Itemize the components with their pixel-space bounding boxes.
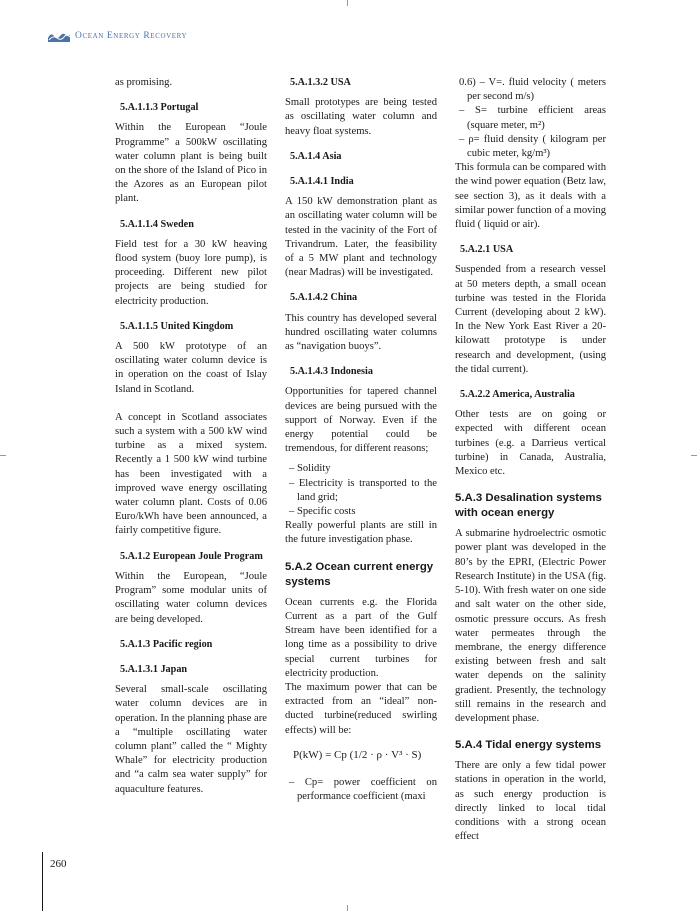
section-heading-uk: 5.A.1.1.5 United Kingdom	[120, 320, 234, 332]
section-heading-ocean-current: 5.A.2 Ocean current energy systems	[285, 560, 434, 588]
crop-mark	[347, 0, 348, 6]
section-heading-usa-current: 5.A.2.1 USA	[460, 244, 514, 256]
list-item: – S= turbine efficient areas (square meter, m²)	[459, 105, 606, 131]
paragraph-japan: Several small-scale oscillating water column devices are in operation. In the planning phase are a “multiple oscillating water column plant” called the “ Mighty Whale” for electricity production and “a calm sea water supply” for aquaculture features.	[115, 684, 267, 795]
section-heading-portugal: 5.A.1.1.3 Portugal	[120, 102, 199, 114]
list-item: – Electricity is transported to the land grid;	[289, 477, 437, 503]
wave-logo-icon	[48, 30, 70, 42]
page-number: 260	[50, 858, 67, 870]
paragraph-portugal: Within the European “Joule Programme” a 500kW oscillating water column plant is being built on the shore of the Island of Pico in the Azores as an European pilot plant.	[115, 122, 267, 205]
paragraph-usa-current: Suspended from a research vessel at 50 meters depth, a small ocean turbine was tested in the Florida Current (developing about 2 kW). In the New York East River a 20-kilowatt prototype is under research and development, (using the tidal current).	[455, 264, 606, 375]
section-heading-asia: 5.A.1.4 Asia	[290, 150, 342, 162]
section-heading-pacific: 5.A.1.3 Pacific region	[120, 638, 213, 650]
section-heading-india: 5.A.1.4.1 India	[290, 176, 354, 188]
paragraph-america: Other tests are on going or expected with different ocean turbines (e.g. a Darrieus vertical turbine) in Canada, Australia, Mexico etc.	[455, 409, 606, 478]
section-heading-usa: 5.A.1.3.2 USA	[290, 77, 351, 88]
paragraph-india: A 150 kW demonstration plant as an oscillating water column will be tested in the vacinity of the Fort of Trivandrum. Later, the feasibility of a 5 MW plant and technology (near Madras) will be investigated.	[285, 196, 437, 279]
list-item: – ρ= fluid density ( kilogram per cubic meter, kg/m³)	[459, 133, 606, 160]
column-3	[455, 76, 606, 844]
list-item: 0.6) – V=. fluid velocity ( meters per second m/s)	[459, 77, 606, 103]
paragraph-sweden: Field test for a 30 kW heaving flood system (buoy lore pump), is proceeding. Different new pilot projects are being studied for electricity production.	[115, 238, 267, 307]
paragraph-maximum-power: The maximum power that can be extracted from an “ideal” non-ducted turbine(reduced swirling effects) will be:	[285, 681, 437, 736]
section-heading-china: 5.A.1.4.2 China	[290, 292, 358, 304]
column-1	[115, 76, 267, 797]
section-heading-joule: 5.A.1.2 European Joule Program	[120, 550, 263, 562]
crop-mark	[0, 455, 6, 456]
paragraph-desalination: A submarine hydroelectric osmotic power plant was developed in the 80’s by the EPRI, (Electric Power Research Institute) in the USA (fig. 5-10). With fresh water on one side and salt water on the other side, osmotic pressure occurs. As fresh water permeates through the membrane, the energy difference existing between fresh and salt water depends on the salinity gradient. Presently, the technology still remains in the research and development phase.	[455, 528, 606, 724]
paragraph-joule: Within the European, “Joule Program” some modular units of oscillating water column devices are being developed.	[115, 570, 267, 625]
paragraph-ocean-current: Ocean currents e.g. the Florida Current as a part of the Gulf Stream have been identified for a long time as a possibility to drive special current turbines for electricity production.	[285, 596, 437, 679]
section-heading-america: 5.A.2.2 America, Australia	[460, 389, 575, 401]
section-heading-desalination: 5.A.3 Desalination systems with ocean energy	[455, 492, 602, 520]
paragraph-uk: A 500 kW prototype of an oscillating water column device is in operation on the coast of Islay Island in Scotland.	[115, 341, 267, 395]
running-header	[48, 28, 187, 44]
paragraph: as promising.	[115, 77, 173, 88]
paragraph-usa: Small prototypes are being tested as oscillating water column and heavy float systems.	[285, 97, 437, 137]
paragraph-tidal: There are only a few tidal power stations in operation in the world, as such energy production is directly linked to local tidal conditions with a strong ocean effect	[455, 760, 606, 843]
section-heading-indonesia: 5.A.1.4.3 Indonesia	[290, 366, 373, 378]
list-item: – Specific costs	[289, 506, 356, 518]
column-2	[285, 76, 437, 804]
crop-mark	[347, 905, 348, 911]
paragraph-powerful: Really powerful plants are still in the future investigation phase.	[285, 520, 437, 546]
list-item: – Cp= power coefficient on performance coefficient (maxi	[289, 776, 437, 803]
list-item: – Solidity	[289, 463, 331, 475]
header-title: Ocean Energy Recovery	[75, 31, 188, 41]
margin-rule	[42, 852, 43, 911]
crop-mark	[691, 455, 697, 456]
section-heading-japan: 5.A.1.3.1 Japan	[120, 663, 188, 675]
paragraph-indonesia: Opportunities for tapered channel devices are being pursued with the support of Norway. Even if the energy potential could be tremendous, for different reasons;	[285, 386, 437, 455]
paragraph-china: This country has developed several hundred oscillating water columns as “navigation buoys”.	[285, 312, 437, 353]
section-heading-sweden: 5.A.1.1.4 Sweden	[120, 218, 194, 230]
paragraph-formula-comparison: This formula can be compared with the wind power equation (Betz law, see section 3), as it deals with a similar power function of a moving fluid ( liquid or air).	[455, 162, 606, 231]
section-heading-tidal: 5.A.4 Tidal energy systems	[455, 739, 602, 752]
power-formula: P(kW) = Cp (1/2 · ρ · V³ · S)	[293, 748, 422, 761]
paragraph-scotland: A concept in Scotland associates such a system with a 500 kW wind turbine as a mixed system. Recently a 1 500 kW wind turbine has been investigated with a improved wave energy oscillating water column plant. Costs of 0.06 Euro/kWh have been announced, a fairly competitive figure.	[115, 411, 267, 537]
